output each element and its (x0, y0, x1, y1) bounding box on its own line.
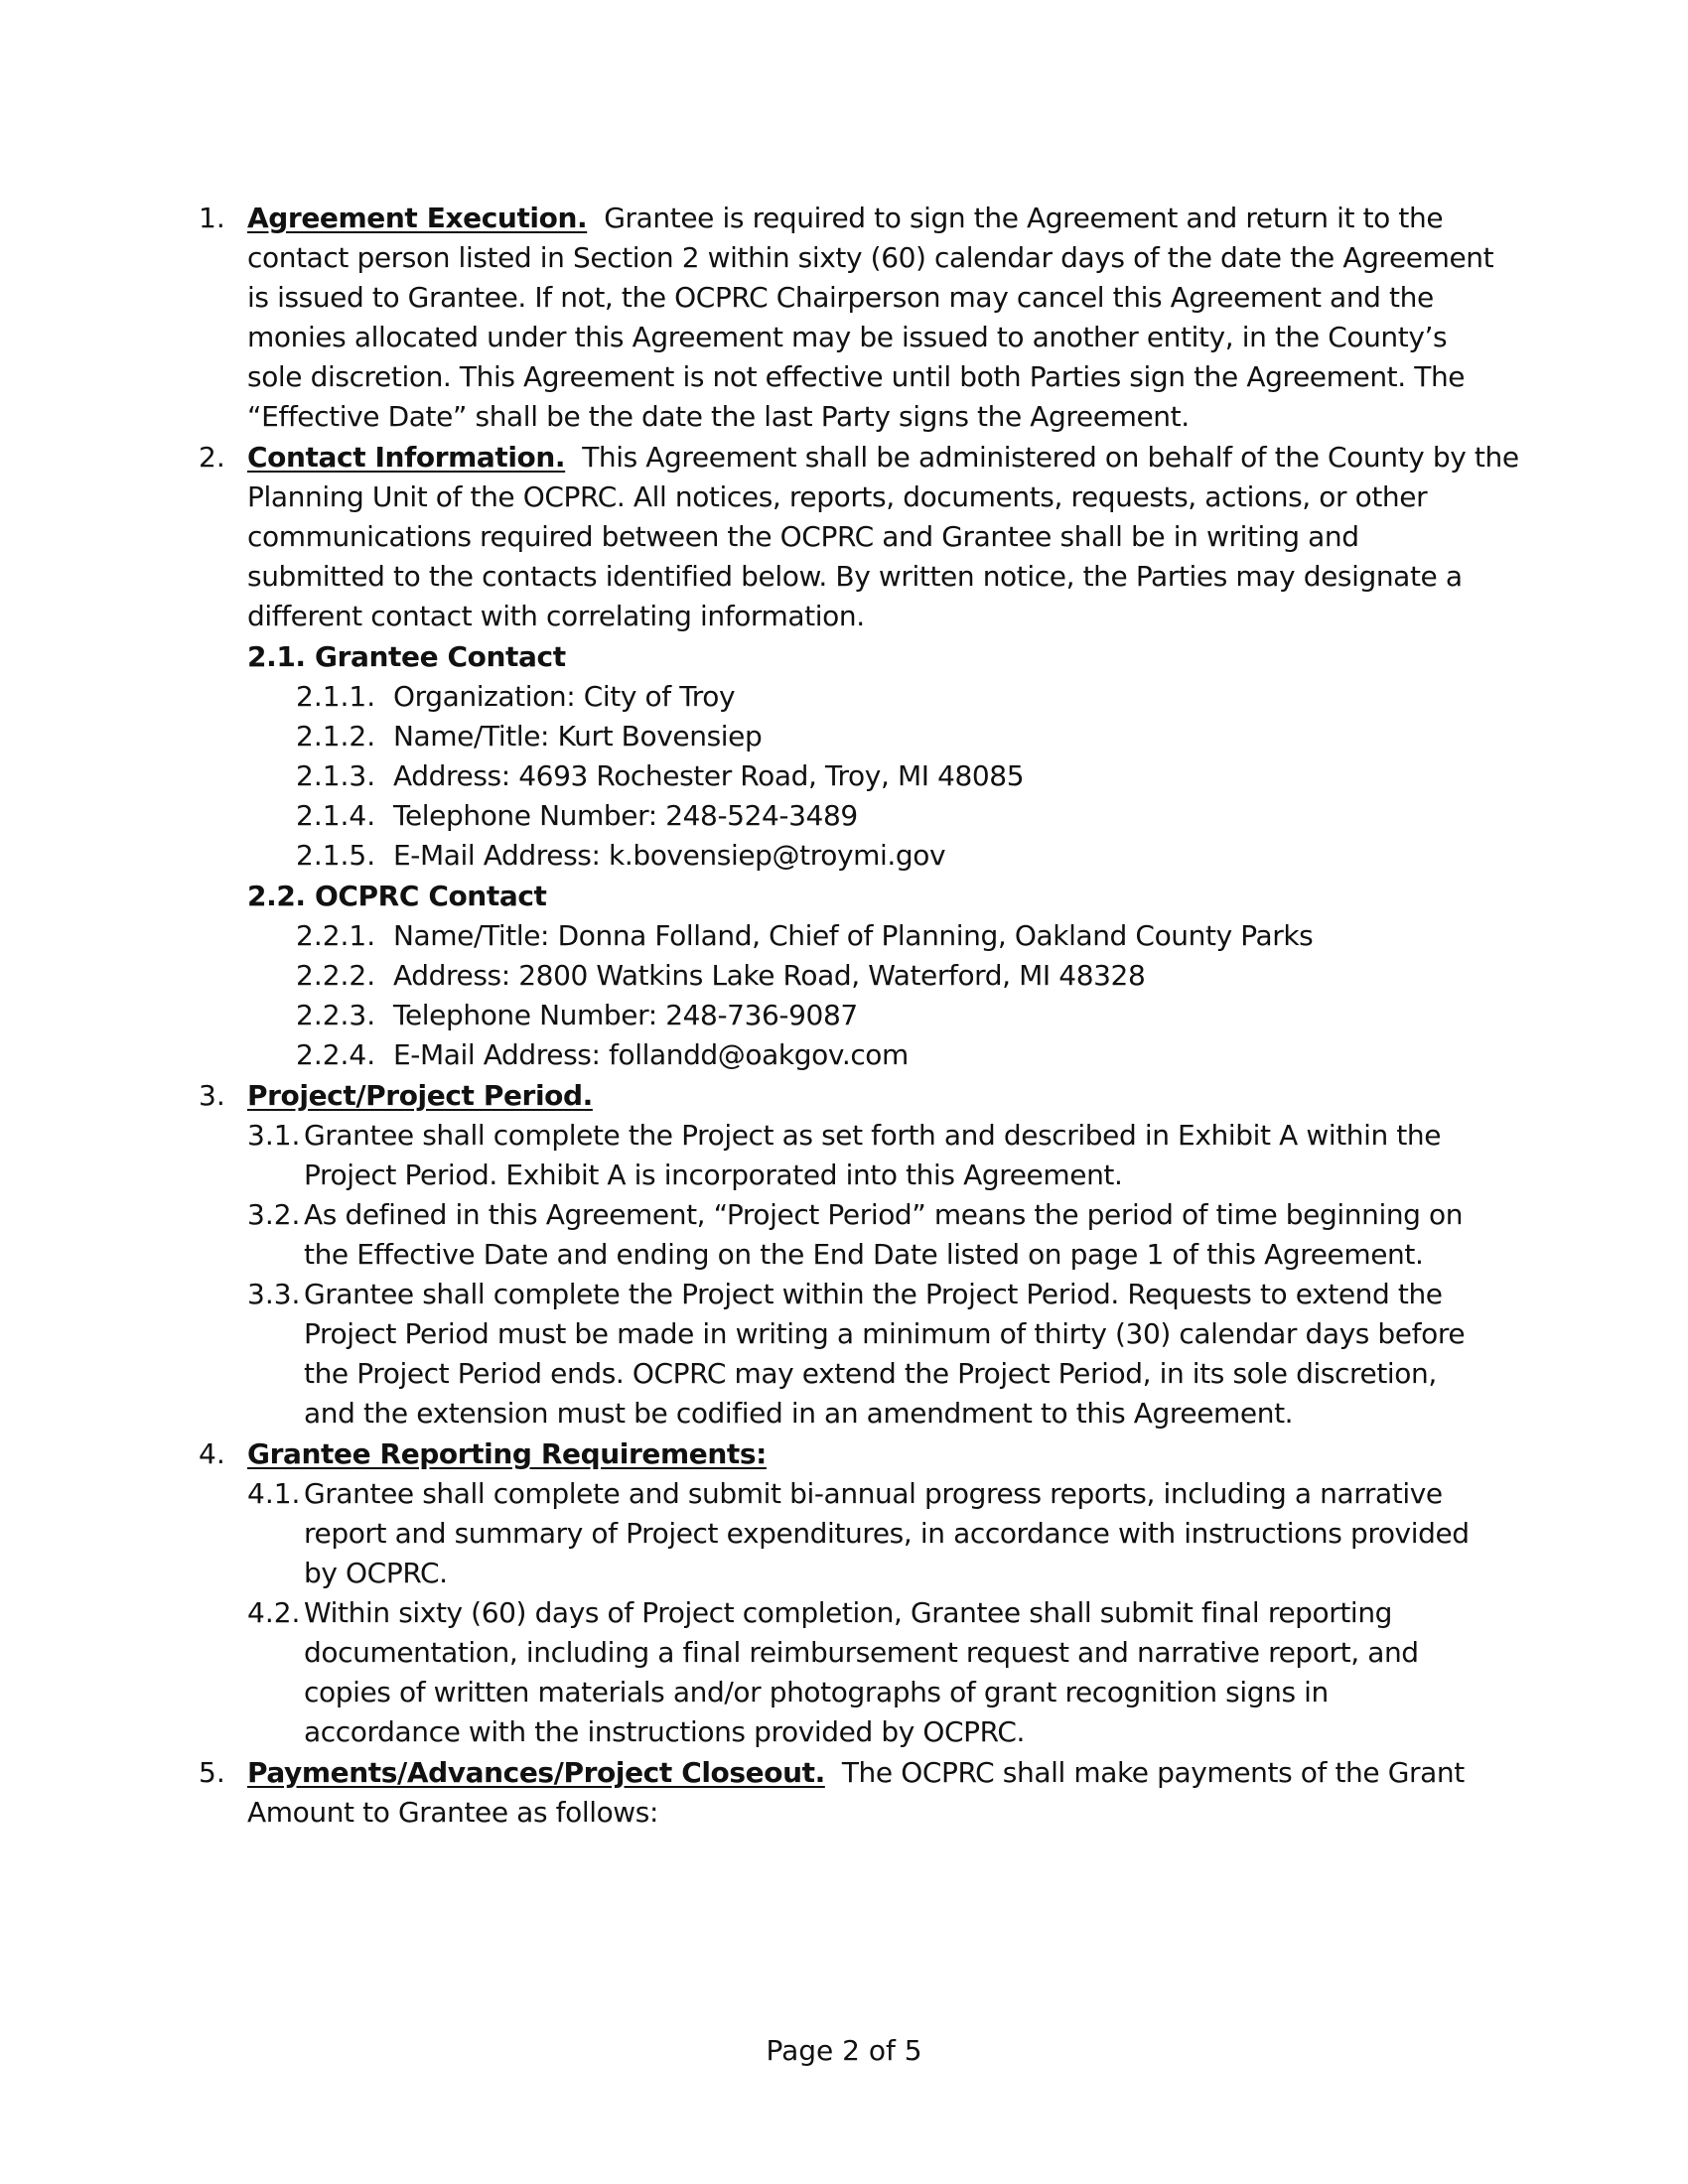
grantee-contact-heading: 2.1. Grantee Contact (247, 640, 566, 673)
list-item-number: 4.1. (247, 1477, 301, 1510)
section-2-number: 2. (199, 441, 225, 474)
list-item-number: 2.1.4. (296, 799, 376, 832)
ocprc-telephone: Telephone Number: 248-736-9087 (393, 999, 858, 1031)
list-item-number: 2.2.1. (296, 919, 376, 952)
page-number-footer: Page 2 of 5 (766, 2034, 922, 2067)
ocprc-address: Address: 2800 Watkins Lake Road, Waterford, MI 48328 (393, 959, 1146, 992)
section-4-2-text: accordance with the instructions provided by OCPRC. (304, 1715, 1025, 1748)
section-4-1-text: Grantee shall complete and submit bi-annual progress reports, including a narrative (304, 1477, 1443, 1510)
list-item-number: 3.3. (247, 1278, 301, 1310)
section-4-2-text: copies of written materials and/or photographs of grant recognition signs in (304, 1676, 1329, 1708)
list-item-number: 2.1.3. (296, 759, 376, 792)
list-item-number: 2.1.5. (296, 839, 376, 872)
list-item-number: 3.1. (247, 1119, 301, 1152)
section-3-3-text: the Project Period ends. OCPRC may extend the Project Period, in its sole discretion, (304, 1357, 1437, 1390)
list-item-number: 4.2. (247, 1596, 301, 1629)
section-5-first-line (247, 1753, 1465, 1793)
section-1-first-line (247, 199, 1443, 238)
section-2-text: This Agreement shall be administered on behalf of the County by the (582, 441, 1519, 474)
section-3-2-text: the Effective Date and ending on the End Date listed on page 1 of this Agreement. (304, 1238, 1424, 1271)
ocprc-email: E-Mail Address: follandd@oakgov.com (393, 1038, 909, 1071)
list-item-number: 2.1.1. (296, 680, 376, 713)
section-4-number: 4. (199, 1437, 225, 1470)
grantee-address: Address: 4693 Rochester Road, Troy, MI 48085 (393, 759, 1025, 792)
list-item-number: 2.2.3. (296, 999, 376, 1031)
section-5-number: 5. (199, 1756, 225, 1789)
section-4-2-text: Within sixty (60) days of Project completion, Grantee shall submit final reporting (304, 1596, 1393, 1629)
list-item-number: 2.2.2. (296, 959, 376, 992)
section-3-3-text: and the extension must be codified in an amendment to this Agreement. (304, 1397, 1294, 1430)
section-1-text: monies allocated under this Agreement may be issued to another entity, in the County’s (247, 321, 1448, 353)
section-1-text: sole discretion. This Agreement is not effective until both Parties sign the Agreement. The (247, 360, 1466, 393)
section-2-text: submitted to the contacts identified below. By written notice, the Parties may designate a (247, 560, 1463, 593)
section-4-1-text: by OCPRC. (304, 1557, 448, 1589)
section-4-2-text: documentation, including a final reimbursement request and narrative report, and (304, 1636, 1419, 1669)
ocprc-name-title: Name/Title: Donna Folland, Chief of Planning, Oakland County Parks (393, 919, 1314, 952)
grantee-email: E-Mail Address: k.bovensiep@troymi.gov (393, 839, 946, 872)
section-5-text: Amount to Grantee as follows: (247, 1796, 659, 1829)
section-4-1-text: report and summary of Project expenditures, in accordance with instructions provided (304, 1517, 1470, 1550)
section-4-heading: Grantee Reporting Requirements: (247, 1437, 767, 1470)
section-3-heading: Project/Project Period. (247, 1079, 593, 1112)
section-1-text: contact person listed in Section 2 within sixty (60) calendar days of the date the Agreement (247, 241, 1494, 274)
section-1-heading: Agreement Execution. (247, 202, 588, 234)
section-3-3-text: Project Period must be made in writing a minimum of thirty (30) calendar days before (304, 1317, 1466, 1350)
section-3-1-text: Grantee shall complete the Project as set forth and described in Exhibit A within the (304, 1119, 1442, 1152)
section-3-3-text: Grantee shall complete the Project within the Project Period. Requests to extend the (304, 1278, 1443, 1310)
section-3-1-text: Project Period. Exhibit A is incorporated into this Agreement. (304, 1159, 1123, 1191)
section-2-heading: Contact Information. (247, 441, 566, 474)
section-5-text: The OCPRC shall make payments of the Grant (841, 1756, 1465, 1789)
list-item-number: 3.2. (247, 1198, 301, 1231)
list-item-number: 2.2.4. (296, 1038, 376, 1071)
section-3-2-text: As defined in this Agreement, “Project Period” means the period of time beginning on (304, 1198, 1464, 1231)
list-item-number: 2.1.2. (296, 720, 376, 752)
section-5-heading: Payments/Advances/Project Closeout. (247, 1756, 825, 1789)
ocprc-contact-heading: 2.2. OCPRC Contact (247, 880, 547, 912)
grantee-name-title: Name/Title: Kurt Bovensiep (393, 720, 763, 752)
section-2-first-line (247, 438, 1519, 478)
section-1-text: “Effective Date” shall be the date the last Party signs the Agreement. (247, 400, 1190, 433)
section-1-text: is issued to Grantee. If not, the OCPRC Chairperson may cancel this Agreement and the (247, 281, 1434, 314)
section-2-text: communications required between the OCPRC and Grantee shall be in writing and (247, 520, 1359, 553)
section-2-text: different contact with correlating information. (247, 600, 865, 632)
section-3-number: 3. (199, 1079, 225, 1112)
grantee-telephone: Telephone Number: 248-524-3489 (393, 799, 858, 832)
section-1-number: 1. (199, 202, 225, 234)
section-1-text: Grantee is required to sign the Agreement and return it to the (604, 202, 1444, 234)
section-2-text: Planning Unit of the OCPRC. All notices, reports, documents, requests, actions, or other (247, 480, 1428, 513)
grantee-organization: Organization: City of Troy (393, 680, 736, 713)
